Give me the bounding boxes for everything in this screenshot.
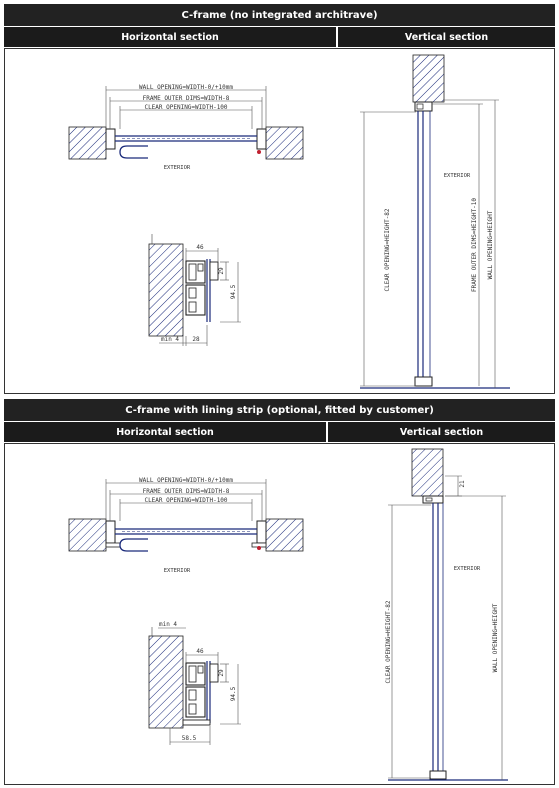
- v-dim-wall-opening: WALL OPENING=HEIGHT: [492, 603, 499, 673]
- detail-dim-28: 28: [192, 336, 200, 343]
- left-wall-hatch: [69, 519, 106, 551]
- v-dim-21: 21: [459, 480, 466, 488]
- right-wall-hatch: [266, 519, 303, 551]
- detail-dim-min4: min 4: [158, 621, 178, 628]
- section-1-detail-drawing: [149, 234, 241, 346]
- detail-dim-94-5: 94.5: [230, 686, 237, 702]
- dim-wall-opening: WALL OPENING=WIDTH-0/+10mm: [139, 84, 233, 91]
- exterior-label: EXTERIOR: [163, 568, 191, 574]
- section-1-vertical-drawing: [360, 55, 510, 388]
- dim-frame-outer: FRAME OUTER DIMS=WIDTH-8: [142, 488, 230, 495]
- section-2-horizontal-label: Horizontal section: [4, 422, 326, 442]
- detail-dim-29: 29: [218, 267, 225, 275]
- vertical-wall-hatch: [413, 55, 444, 102]
- dim-wall-opening: WALL OPENING=WIDTH-0/+10mm: [139, 477, 233, 484]
- lock-dot: [257, 150, 261, 154]
- vertical-exterior-label: EXTERIOR: [453, 566, 481, 572]
- left-frame: [106, 521, 115, 543]
- section-2-horizontal-drawing: [69, 477, 303, 574]
- door-handle: [120, 146, 148, 158]
- detail-lining-strip: [183, 720, 210, 725]
- right-frame: [257, 521, 266, 543]
- section-2-title: C-frame with lining strip (optional, fitted by customer): [4, 399, 555, 421]
- section-1-horizontal-drawing: [69, 84, 303, 171]
- detail-dim-29: 29: [218, 669, 225, 677]
- right-frame: [257, 129, 266, 149]
- section-2-vertical-label: Vertical section: [328, 422, 555, 442]
- dim-clear-opening: CLEAR OPENING=WIDTH-100: [144, 104, 228, 111]
- v-dim-frame-outer: FRAME OUTER DIMS=HEIGHT-10: [471, 198, 478, 292]
- section-1-horizontal-label: Horizontal section: [4, 27, 336, 47]
- lock-dot: [257, 546, 261, 550]
- left-wall-hatch: [69, 127, 106, 159]
- section-2-vertical-drawing: [385, 449, 508, 780]
- door-handle: [120, 539, 148, 551]
- section-1-vertical-label: Vertical section: [338, 27, 555, 47]
- right-wall-hatch: [266, 127, 303, 159]
- v-dim-wall-opening: WALL OPENING=HEIGHT: [487, 210, 494, 280]
- vertical-wall-hatch: [412, 449, 443, 496]
- section-2-detail-drawing: [149, 621, 241, 745]
- detail-dim-min4: min 4: [160, 336, 180, 343]
- detail-wall-hatch: [149, 636, 183, 728]
- detail-dim-46: 46: [196, 244, 204, 251]
- exterior-label: EXTERIOR: [163, 165, 191, 171]
- v-dim-clear-opening: CLEAR OPENING=HEIGHT-82: [385, 600, 392, 684]
- left-lining-strip: [106, 543, 120, 547]
- detail-dim-46: 46: [196, 648, 204, 655]
- dim-frame-outer: FRAME OUTER DIMS=WIDTH-8: [142, 95, 230, 102]
- section-1-title: C-frame (no integrated architrave): [4, 4, 555, 26]
- dim-clear-opening: CLEAR OPENING=WIDTH-100: [144, 497, 228, 504]
- v-dim-clear-opening: CLEAR OPENING=HEIGHT-82: [384, 208, 391, 292]
- detail-dim-94-5: 94.5: [230, 284, 237, 300]
- left-frame: [106, 129, 115, 149]
- detail-wall-hatch: [149, 244, 183, 336]
- detail-dim-58-5: 58.5: [181, 735, 197, 742]
- vertical-exterior-label: EXTERIOR: [443, 173, 471, 179]
